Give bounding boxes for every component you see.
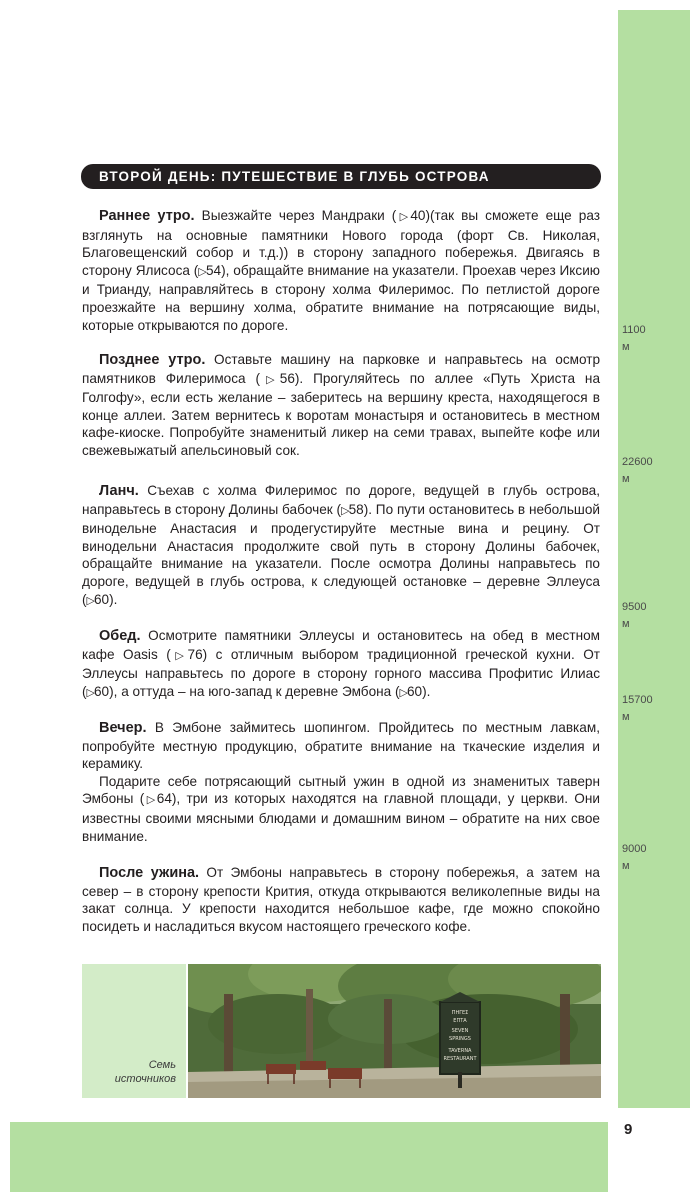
itinerary-early-morning bbox=[82, 207, 600, 334]
arrow-icon: ▷ bbox=[86, 686, 94, 699]
sign-text: TAVERNA bbox=[448, 1048, 472, 1054]
distance-label: 15700 м bbox=[622, 694, 653, 723]
photo-caption-box bbox=[82, 964, 186, 1098]
bottom-band bbox=[10, 1122, 608, 1192]
arrow-icon: ▷ bbox=[86, 594, 94, 607]
sign-text: ΕΠΤΑ bbox=[453, 1018, 467, 1024]
page-number-box bbox=[610, 1110, 690, 1192]
paragraph: Позднее утро. Оставьте машину на парковке и направьтесь на осмотр памятников Филеримоса (▷56). Прогуляйтесь по аллее «Путь Христа на Голгофу», если есть желание – заберитесь на вершину креста, находящегося в конце аллеи. Затем вернитесь к воротам монастыря и остановитесь в местном кафе-киоске. Попробуйте знаменитый ликер на семи травах, выпейте кофе или свежевыжатый апельсиновый сок. bbox=[82, 352, 601, 458]
paragraph: После ужина. От Эмбоны направьтесь в сторону побережья, а затем на север – в сторону крепости Крития, откуда открываются великолепные виды на закат солнца. У крепости находится небольшое кафе, где можно спокойно посидеть и насладиться вкусом настоящего греческого кофе. bbox=[82, 865, 600, 934]
photo-caption: Семь источников bbox=[114, 1059, 176, 1085]
section-header: ВТОРОЙ ДЕНЬ: ПУТЕШЕСТВИЕ В ГЛУБЬ ОСТРОВА bbox=[81, 164, 601, 189]
arrow-icon: ▷ bbox=[170, 649, 188, 662]
distance-label: 22600 м bbox=[622, 456, 653, 485]
itinerary-lunch bbox=[82, 482, 600, 610]
sign-text: ΠΗΓΕΣ bbox=[451, 1010, 469, 1016]
sign-text: SEVEN bbox=[451, 1028, 469, 1034]
distance-label: 9500 м bbox=[622, 601, 647, 630]
right-margin-band bbox=[618, 10, 690, 1108]
itinerary-evening bbox=[82, 719, 600, 845]
sign-text: SPRINGS bbox=[449, 1036, 471, 1042]
page-number: 9 bbox=[624, 1121, 633, 1138]
arrow-icon: ▷ bbox=[260, 373, 280, 386]
time-heading: Вечер. bbox=[99, 720, 147, 736]
arrow-icon: ▷ bbox=[399, 686, 407, 699]
time-heading: Ланч. bbox=[99, 483, 139, 499]
distance-label: 9000 м bbox=[622, 843, 647, 872]
forest-illustration bbox=[188, 964, 601, 1098]
arrow-icon: ▷ bbox=[198, 265, 206, 278]
arrow-icon: ▷ bbox=[341, 504, 349, 517]
paragraph: Раннее утро. Выезжайте через Мандраки (▷40)(так вы сможете еще раз взглянуть на основные памятники Нового города (форт Св. Николая, Благовещенский собор и т.д.)) в сторону западного побережья. Двигаясь в сторону Ялисоса (▷54), обращайте внимание на указатели. Проехав через Иксию и Трианду, направляйтесь в сторону холма Филеримос. По петлистой дороге проезжайте на вершину холма, обратите внимание на потрясающие виды, которые открываются по дороге. bbox=[82, 208, 600, 333]
sign-text: RESTAURANT bbox=[443, 1056, 477, 1062]
time-heading: Раннее утро. bbox=[99, 208, 195, 224]
arrow-icon: ▷ bbox=[396, 211, 411, 223]
paragraph: Подарите себе потрясающий сытный ужин в одной из знаменитых таверн Эмбоны (▷64), три из которых находятся на главной площади, у церкви. Они известны своими мясными блюдами и домашним вином – обратите на них свое внимание. bbox=[82, 773, 600, 844]
paragraph: Вечер. В Эмбоне займитесь шопингом. Пройдитесь по местным лавкам, попробуйте местную продукцию, обратите внимание на ткаческие изделия и керамику. bbox=[82, 720, 600, 772]
paragraph: Обед. Осмотрите памятники Эллеусы и остановитесь на обед в местном кафе Oasis (▷76) с отличным выбором традиционной греческой кухни. От Эллеусы направьтесь по дороге в сторону горного массива Профитис Илиас (▷60), а оттуда – на юго-запад к деревне Эмбона (▷60). bbox=[82, 628, 600, 699]
time-heading: Позднее утро. bbox=[99, 352, 206, 368]
paragraph: Ланч. Съехав с холма Филеримос по дороге, ведущей в глубь острова, направьтесь в сторону Долины бабочек (▷58). По пути остановитесь в небольшой винодельне Анастасия и продегустируйте местные вина и рецину. От винодельни Анастасия продолжите свой путь в сторону Долины бабочек, обращайте внимание на указатели. После осмотра Долины направьтесь по дороге, ведущей в глубь острова, к следующей остановке – деревне Эллеуса (▷60). bbox=[82, 483, 600, 607]
itinerary-dinner-noon bbox=[82, 627, 600, 702]
time-heading: Обед. bbox=[99, 628, 141, 644]
arrow-icon: ▷ bbox=[144, 794, 157, 807]
photo-seven-springs bbox=[188, 964, 601, 1098]
distance-label: 1100 м bbox=[622, 324, 646, 353]
time-heading: После ужина. bbox=[99, 865, 200, 881]
itinerary-after-dinner bbox=[82, 864, 600, 935]
itinerary-late-morning bbox=[82, 351, 600, 460]
